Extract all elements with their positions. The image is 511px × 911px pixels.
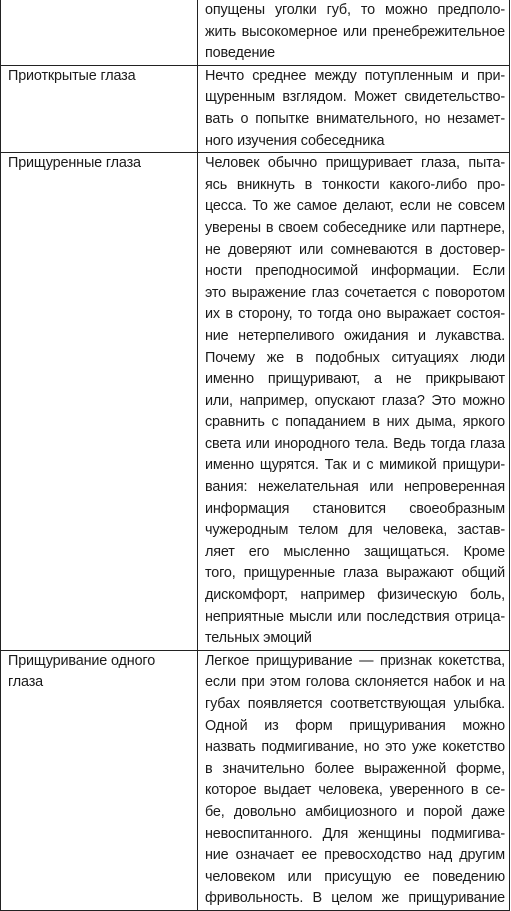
text-line: ляет его мысленно защищаться. Кроме <box>205 543 505 560</box>
term-cell <box>1 65 198 152</box>
text-line: вания: нежелательная или непроверенная <box>205 479 505 496</box>
text-line: щуренным взглядом. Может свидетельство- <box>205 89 505 106</box>
text-line: Человек обычно прищуривает глаза, пыта- <box>205 155 505 172</box>
text-line: которое выдает человека, уверенного в се- <box>205 782 505 799</box>
term-label: Прищуренные глаза <box>8 155 141 172</box>
term-cell <box>1 650 198 910</box>
text-line: губах появляется соответствующая улыбка. <box>205 696 505 712</box>
text-line: неприятные мысли или последствия отрица- <box>205 608 505 625</box>
text-line: не доверяют или сомневаются в достовер- <box>205 241 505 258</box>
text-line: цесса. То же самое делают, если не совсем <box>205 198 505 215</box>
table-row <box>1 153 510 651</box>
table-row <box>1 0 510 65</box>
term-label: глаза <box>8 674 44 691</box>
term-label: Приоткрытые глаза <box>8 67 136 84</box>
text-line: фривольность. В целом же прищуривание <box>205 890 505 907</box>
text-line: дискомфорт, например физическую боль, <box>205 587 505 604</box>
term-cell <box>1 153 198 651</box>
text-line: света или инородного тела. Ведь тогда глаза <box>205 435 505 452</box>
text-line: поведение <box>205 45 276 62</box>
text-line: ности преподносимой информации. Если <box>205 263 505 280</box>
text-line: Нечто среднее между потупленным и при- <box>205 67 505 84</box>
text-line: именно прищуривают, а не прикрывают <box>205 371 505 388</box>
text-line: их в сторону, то тогда оно выражает состоя- <box>205 306 505 323</box>
text-line: ного изучения собеседника <box>205 132 385 149</box>
text-line: уверены в своем собеседнике или партнере, <box>205 219 505 236</box>
text-line: человеком или присущую ее поведению <box>205 868 505 885</box>
text-line: в значительно более выраженной форме, <box>205 760 505 777</box>
description-cell <box>198 65 510 152</box>
text-line: невоспитанного. Для женщины подмигива- <box>205 825 505 842</box>
text-line: тельных эмоций <box>205 630 312 647</box>
text-line: назвать подмигивание, но это уже кокетство <box>205 739 505 756</box>
text-line: вать о попытке внимательного, но незамет- <box>205 110 505 127</box>
text-line: ние означает ее превосходство над другим <box>205 847 505 864</box>
text-line: бе, довольно амбициозного и порой даже <box>205 803 505 820</box>
text-line: ясь вникнуть в тонкости какого-либо про- <box>205 176 505 193</box>
text-line: это выражение глаз сочетается с поворотом <box>205 284 505 301</box>
text-line: ние нетерпеливого ожидания и лукавства. <box>205 327 505 344</box>
term-cell <box>1 0 198 65</box>
text-line: сравнить с попаданием в них дыма, яркого <box>205 414 505 431</box>
term-label: Прищуривание одного <box>8 652 156 669</box>
table-row <box>1 650 510 910</box>
table-row <box>1 65 510 152</box>
text-line: Почему же в подобных ситуациях люди <box>205 349 505 366</box>
text-line: информация становится своеобразным <box>205 500 505 517</box>
text-line: жить высокомерное или пренебрежительное <box>205 23 505 40</box>
text-line: если при этом голова склоняется набок и на <box>205 674 505 691</box>
text-line: чужеродным телом для человека, застав- <box>205 522 505 539</box>
description-cell <box>198 0 510 65</box>
text-line: именно щурятся. Так и с мимикой прищури- <box>205 457 505 474</box>
text-line: или, например, опускают глаза? Это можно <box>205 392 505 409</box>
text-line: опущены уголки губ, то можно предполо- <box>205 2 505 18</box>
description-cell <box>198 153 510 651</box>
text-line: Легкое прищуривание — признак кокетства, <box>205 652 505 669</box>
text-line: того, прищуренные глаза выражают общий <box>205 565 505 582</box>
text-line: Одной из форм прищуривания можно <box>205 717 505 734</box>
description-cell <box>198 650 510 910</box>
